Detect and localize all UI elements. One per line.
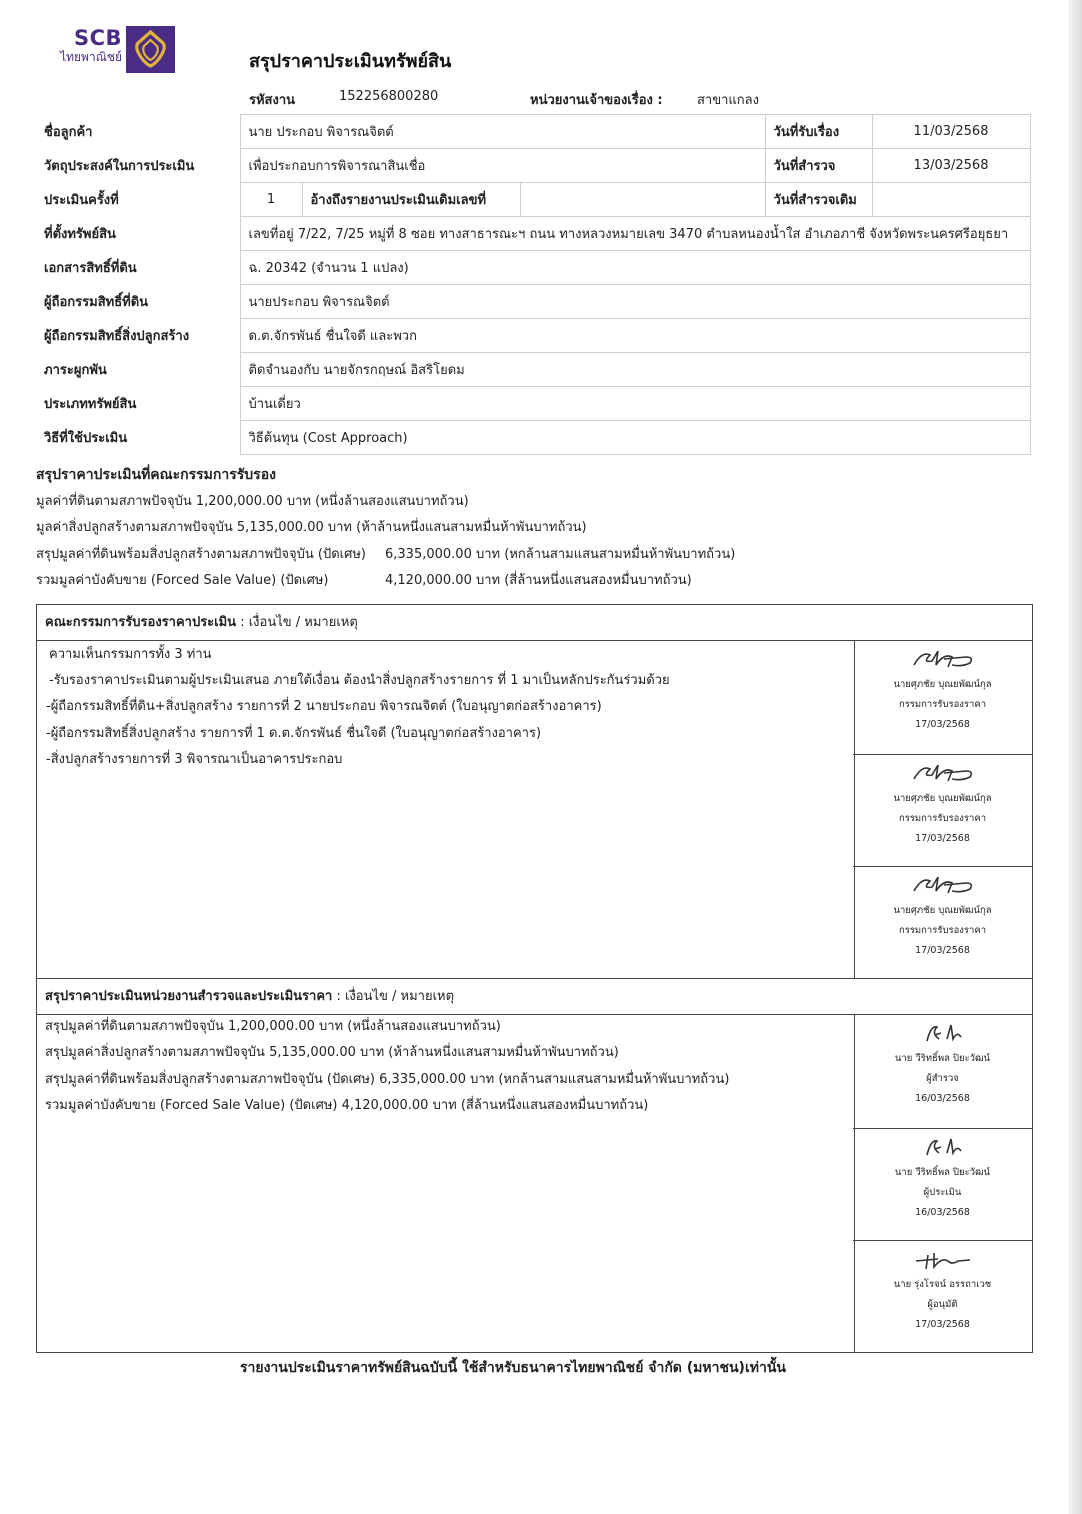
survey-note: รวมมูลค่าบังคับขาย (Forced Sale Value) (ปัดเศษ) 4,120,000.00 บาท (สี่ล้านหนึ่งแสนสองหมื่นบาทถ้วน) — [45, 1098, 649, 1113]
info-row-method — [36, 421, 1030, 455]
info-row-encumbrance — [36, 353, 1030, 387]
survey-note: สรุปมูลค่าที่ดินตามสภาพปัจจุบัน 1,200,000.00 บาท (หนึ่งล้านสองแสนบาทถ้วน) — [45, 1019, 501, 1034]
info-row-deed — [36, 251, 1030, 285]
deed-label: เอกสารสิทธิ์ที่ดิน — [36, 251, 240, 285]
survey-date-label: วันที่สำรวจ — [765, 149, 872, 183]
survey-note: สรุปมูลค่าสิ่งปลูกสร้างตามสภาพปัจจุบัน 5,135,000.00 บาท (ห้าล้านหนึ่งแสนสามหมื่นห้าพันบาทถ้วน) — [45, 1045, 619, 1060]
received-date-value: 11/03/2568 — [872, 115, 1030, 149]
signer-date: 16/03/2568 — [915, 1207, 970, 1218]
signer-date: 16/03/2568 — [915, 1093, 970, 1104]
survey-box-header — [37, 979, 1032, 1015]
info-row-customer — [36, 115, 1030, 149]
signer-name: นายศุภชัย บุณยพัฒน์กุล — [893, 679, 992, 690]
document-title: สรุปราคาประเมินทรัพย์สิน — [249, 51, 452, 72]
info-row-land-owner — [36, 285, 1030, 319]
unit-value: สาขาแกลง — [697, 93, 759, 108]
survey-signature-block — [853, 1240, 1032, 1352]
committee-box-subtitle: : เงื่อนไข / หมายเหตุ — [236, 615, 358, 630]
signer-role: ผู้อนุมัติ — [927, 1299, 958, 1310]
survey-box — [36, 978, 1033, 1353]
info-row-round — [36, 183, 1030, 217]
survey-box-subtitle: : เงื่อนไข / หมายเหตุ — [332, 989, 455, 1004]
land-owner-value: นายประกอบ พิจารณจิตต์ — [240, 285, 1030, 319]
committee-summary-title: สรุปราคาประเมินที่คณะกรรมการรับรอง — [36, 467, 276, 483]
method-value: วิธีต้นทุน (Cost Approach) — [240, 421, 1030, 455]
logo-scb-text: SCB — [73, 26, 122, 50]
survey-date-value: 13/03/2568 — [872, 149, 1030, 183]
deed-value: ฉ. 20342 (จำนวน 1 แปลง) — [240, 251, 1030, 285]
committee-box-title: คณะกรรมการรับรองราคาประเมิน — [45, 615, 237, 630]
footer-disclaimer: รายงานประเมินราคาทรัพย์สินฉบับนี้ ใช้สำหรับธนาคารไทยพาณิชย์ จำกัด (มหาชน)เท่านั้น — [240, 1360, 786, 1376]
committee-note: -ผู้ถือกรรมสิทธิ์สิ่งปลูกสร้าง รายการที่ 1 ด.ต.จักรพันธ์ ชื่นใจดี (ใบอนุญาตก่อสร้างอาคาร) — [46, 726, 542, 741]
handwritten-signature-icon — [908, 755, 978, 789]
committee-box — [36, 604, 1033, 979]
old-survey-date-label: วันที่สำรวจเดิม — [765, 183, 872, 217]
survey-notes — [37, 1015, 855, 1352]
round-value: 1 — [240, 183, 302, 217]
property-type-label: ประเภททรัพย์สิน — [36, 387, 240, 421]
survey-signature-block — [853, 1128, 1032, 1240]
property-info-table — [36, 114, 1031, 455]
handwritten-signature-icon — [908, 641, 978, 675]
ref-report-label: อ้างถึงรายงานประเมินเดิมเลขที่ — [302, 183, 520, 217]
encumbrance-label: ภาระผูกพัน — [36, 353, 240, 387]
signer-role: กรรมการรับรองราคา — [898, 813, 987, 824]
signer-name: นาย รุ่งโรจน์ อรรถาเวช — [893, 1279, 992, 1290]
committee-note: -ผู้ถือกรรมสิทธิ์ที่ดิน+สิ่งปลูกสร้าง รายการที่ 2 นายประกอบ พิจารณจิตต์ (ใบอนุญาตก่อสร้างอาคาร) — [46, 699, 602, 714]
round-label: ประเมินครั้งที่ — [36, 183, 240, 217]
committee-note: -สิ่งปลูกสร้างรายการที่ 3 พิจารณาเป็นอาคารประกอบ — [46, 752, 343, 767]
handwritten-signature-icon — [908, 867, 978, 901]
handwritten-signature-icon — [913, 1015, 973, 1049]
summary-land-value: มูลค่าที่ดินตามสภาพปัจจุบัน 1,200,000.00 บาท (หนึ่งล้านสองแสนบาทถ้วน) — [36, 494, 469, 509]
signer-name: นาย วีริทธิ์พล ปิยะวัฒน์ — [894, 1053, 991, 1064]
summary-total-label: สรุปมูลค่าที่ดินพร้อมสิ่งปลูกสร้างตามสภาพปัจจุบัน (ปัดเศษ) — [36, 547, 367, 562]
survey-signature-block — [853, 1015, 1032, 1128]
info-row-purpose — [36, 149, 1030, 183]
customer-label: ชื่อลูกค้า — [36, 115, 240, 149]
encumbrance-value: ติดจำนองกับ นายจักรกฤษณ์ อิสริโยดม — [240, 353, 1030, 387]
handwritten-signature-icon — [913, 1129, 973, 1163]
signer-name: นายศุภชัย บุณยพัฒน์กุล — [893, 793, 992, 804]
committee-note: ความเห็นกรรมการทั้ง 3 ท่าน — [49, 647, 212, 662]
committee-box-header — [37, 605, 1032, 641]
committee-note: -รับรองราคาประเมินตามผู้ประเมินเสนอ ภายใต้เงื่อน ต้องนำสิ่งปลูกสร้างรายการ ที่ 1 มาเป็นหลักประกันร่วมด้วย — [49, 673, 670, 688]
signer-role: ผู้ประเมิน — [923, 1187, 962, 1198]
summary-forced-sale-label: รวมมูลค่าบังคับขาย (Forced Sale Value) (ปัดเศษ) — [36, 573, 329, 588]
summary-building-value: มูลค่าสิ่งปลูกสร้างตามสภาพปัจจุบัน 5,135,000.00 บาท (ห้าล้านหนึ่งแสนสามหมื่นห้าพันบาทถ้วน) — [36, 520, 587, 535]
received-date-label: วันที่รับเรื่อง — [765, 115, 872, 149]
scb-emblem-icon — [126, 26, 175, 73]
job-code-value: 152256800280 — [339, 89, 439, 104]
signer-role: กรรมการรับรองราคา — [898, 925, 987, 936]
committee-signature-block — [853, 866, 1032, 978]
committee-signature-block — [853, 641, 1032, 754]
survey-note: สรุปมูลค่าที่ดินพร้อมสิ่งปลูกสร้างตามสภาพปัจจุบัน (ปัดเศษ) 6,335,000.00 บาท (หกล้านสามแสนสามหมื่นห้าพันบาทถ้วน) — [45, 1072, 730, 1087]
survey-box-title: สรุปราคาประเมินหน่วยงานสำรวจและประเมินราคา — [45, 989, 333, 1004]
purpose-label: วัตถุประสงค์ในการประเมิน — [36, 149, 240, 183]
customer-value: นาย ประกอบ พิจารณจิตต์ — [240, 115, 765, 149]
building-owner-value: ด.ต.จักรพันธ์ ชื่นใจดี และพวก — [240, 319, 1030, 353]
old-survey-date-value — [872, 183, 1030, 217]
signer-date: 17/03/2568 — [915, 1319, 970, 1330]
info-row-location — [36, 217, 1030, 251]
location-value: เลขที่อยู่ 7/22, 7/25 หมู่ที่ 8 ซอย ทางสาธารณะฯ ถนน ทางหลวงหมายเลข 3470 ตำบลหนองน้ำใส อำเภอภาชี จังหวัดพระนครศรีอยุธยา — [240, 217, 1030, 251]
page-edge-shadow — [1068, 0, 1082, 1514]
logo-thai-text: ไทยพาณิชย์ — [60, 50, 122, 64]
summary-forced-sale-value: 4,120,000.00 บาท (สี่ล้านหนึ่งแสนสองหมื่นบาทถ้วน) — [385, 573, 692, 588]
committee-notes — [37, 641, 855, 978]
signer-date: 17/03/2568 — [915, 719, 970, 730]
building-owner-label: ผู้ถือกรรมสิทธิ์สิ่งปลูกสร้าง — [36, 319, 240, 353]
purpose-value: เพื่อประกอบการพิจารณาสินเชื่อ — [240, 149, 765, 183]
signer-date: 17/03/2568 — [915, 945, 970, 956]
ref-report-value — [520, 183, 765, 217]
job-code-label: รหัสงาน — [249, 93, 296, 108]
summary-total-value: 6,335,000.00 บาท (หกล้านสามแสนสามหมื่นห้าพันบาทถ้วน) — [385, 547, 736, 562]
signer-name: นายศุภชัย บุณยพัฒน์กุล — [893, 905, 992, 916]
unit-label: หน่วยงานเจ้าของเรื่อง : — [530, 93, 663, 108]
method-label: วิธีที่ใช้ประเมิน — [36, 421, 240, 455]
committee-signature-block — [853, 754, 1032, 866]
signer-name: นาย วีริทธิ์พล ปิยะวัฒน์ — [894, 1167, 991, 1178]
handwritten-signature-icon — [908, 1241, 978, 1275]
location-label: ที่ตั้งทรัพย์สิน — [36, 217, 240, 251]
signer-role: ผู้สำรวจ — [926, 1073, 959, 1084]
signer-role: กรรมการรับรองราคา — [898, 699, 987, 710]
signer-date: 17/03/2568 — [915, 833, 970, 844]
info-row-building-owner — [36, 319, 1030, 353]
land-owner-label: ผู้ถือกรรมสิทธิ์ที่ดิน — [36, 285, 240, 319]
info-row-type — [36, 387, 1030, 421]
property-type-value: บ้านเดี่ยว — [240, 387, 1030, 421]
